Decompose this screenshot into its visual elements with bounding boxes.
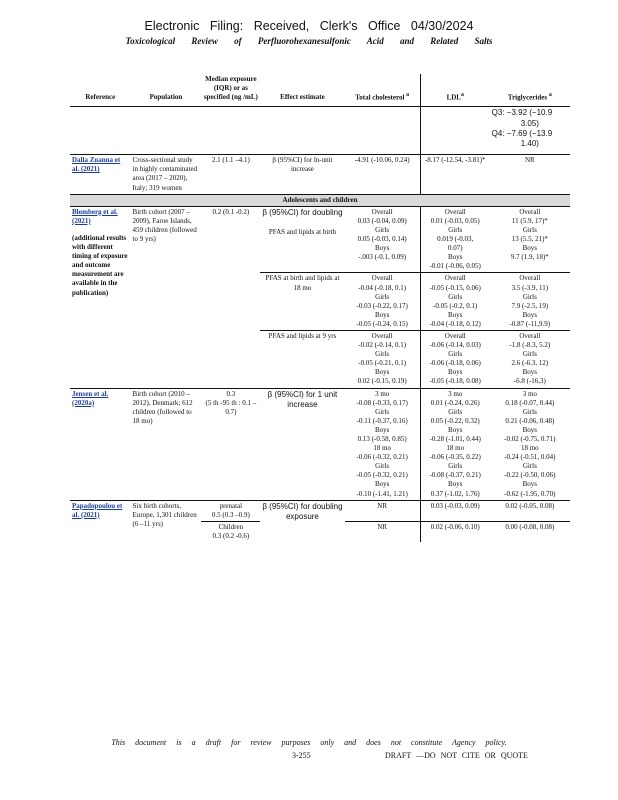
ldl-cell: 0.02 (-0.06, 0.10)	[420, 521, 489, 542]
draft-disclaimer: This document is a draft for review purposes only and does not constitute Agency policy.	[111, 738, 507, 747]
triglycerides-cell: NR	[490, 155, 570, 194]
col-reference: Reference	[70, 74, 131, 107]
timing-label: PFAS at birth and lipids at 18 mo	[260, 273, 344, 331]
carryover-quartiles: Q3: −3.92 (−10.9 3.05) Q4: −7.69 (−13.9 1.40)	[491, 108, 553, 149]
reference-link-blomberg[interactable]: Blomberg et al. (2021)	[72, 207, 118, 225]
filing-stamp: Electronic Filing: Received, Clerk's Office 04/30/2024	[144, 19, 474, 33]
effect-cell: β (95%CI) for ln-unit increase	[260, 155, 344, 194]
triglycerides-cell: 0.02 (-0.05, 0.08)	[490, 500, 570, 521]
col-ldl: LDL$^a$	[420, 74, 489, 107]
median-cell: 0.2 (0.1 -0.2)	[212, 207, 250, 216]
total-cholesterol-cell: Overall -0.04 (-0.18, 0.1) Girls -0.03 (-0.22, 0.17) Boys -0.05 (-0.24, 0.15)	[345, 273, 421, 331]
ldl-cell: 3 mo 0.01 (-0.24, 0.26) Girls 0.05 (-0.22, 0.32) Boys -0.28 (-1.01, 0.44) 18 mo -0.06 (-0.35, 0.22) Girls -0.08 (-0.37, 0.21) Boys 0.37 (-1.02, 1.76)	[420, 388, 489, 500]
section-heading: Adolescents and children	[70, 194, 570, 206]
table-row-papadopoulou-prenatal	[70, 500, 570, 521]
total-cholesterol-cell: NR	[345, 521, 421, 542]
table-row-jensen	[70, 388, 570, 500]
reference-link-papadopoulou[interactable]: Papadopoulou et al. (2021)	[72, 501, 123, 519]
median-cell: 2.1 (1.1 –4.1)	[201, 155, 260, 194]
col-median: Median exposure (IQR) or as specified (ng /mL)	[201, 74, 260, 107]
median-cell: Children 0.3 (0.2 -0.6)	[201, 521, 260, 542]
total-cholesterol-cell: NR	[345, 500, 421, 521]
reference-link-jensen[interactable]: Jensen et al. (2020a)	[72, 389, 109, 407]
population-cell: Birth cohort (2010 –2012), Denmark; 612 children (followed to 18 mo)	[131, 388, 202, 500]
reference-link-dalla-zuanna[interactable]: Dalla Zuanna et al. (2021)	[72, 156, 121, 174]
draft-notice: DRAFT —DO NOT CITE OR QUOTE	[385, 751, 528, 760]
population-cell: Six birth cohorts, Europe, 1,301 children (6 –11 yrs)	[131, 500, 202, 542]
population-cell: Birth cohort (2007 –2009), Faroe Islands, 459 children (followed to 9 yrs)	[132, 207, 197, 244]
effect-cell: β (95%CI) for doubling exposure	[260, 500, 344, 542]
triglycerides-cell: Overall 11 (5.9, 17)* Girls 13 (5.5, 21)* Boys 9.7 (1.9, 18)*	[510, 207, 549, 262]
document-subtitle: Toxicological Review of Perfluorohexanesulfonic Acid and Related Salts	[125, 36, 493, 46]
triglycerides-cell: Overall 3.5 (-3.9, 11) Girls 7.9 (-2.5, 19) Boys -0.87 (-11,9.9)	[490, 273, 570, 331]
triglycerides-cell: 3 mo 0.18 (-0.07, 0.44) Girls 0.21 (-0.06, 0.48) Boys -0.02 (-0.75, 0.71) 18 mo -0.24 (-0.51, 0.04) Girls -0.22 (-0.50, 0.06) Boys -0.62 (-1.95, 0.70)	[490, 388, 570, 500]
col-triglycerides: Triglycerides $^a$	[490, 74, 570, 107]
total-cholesterol-cell: 3 mo -0.08 (-0.33, 0.17) Girls -0.11 (-0.37, 0.16) Boys 0.13 (-0.58, 0.85) 18 mo -0.06 (-0.32, 0.21) Girls -0.05 (-0.32, 0.21) Boys -0.10 (-1.41, 1.21)	[345, 388, 421, 500]
section-heading-row	[70, 194, 570, 206]
ldl-cell: 0.03 (-0.03, 0.09)	[420, 500, 489, 521]
col-total-cholesterol: Total cholesterol $^a$	[345, 74, 421, 107]
total-cholesterol-cell: -4.91 (-10.06, 0.24)	[345, 155, 421, 194]
ldl-cell: -8.17 (-12.54, -3.81)*	[420, 155, 489, 194]
ldl-cell: Overall 0.01 (-0.03, 0.05) Girls 0.019 (-0.03, 0.07) Boys -0.01 (-0.06, 0.05)	[420, 206, 489, 273]
median-cell: 0.3 (5 th -95 th : 0.1 –0.7)	[201, 388, 260, 500]
results-table	[70, 74, 570, 542]
carryover-row	[70, 107, 570, 155]
triglycerides-cell: 0.00 (-0.08, 0.08)	[490, 521, 570, 542]
effect-cell: β (95%CI) for doubling	[262, 207, 343, 217]
col-effect: Effect estimate	[260, 74, 344, 107]
timing-label: PFAS and lipids at birth	[268, 228, 336, 237]
total-cholesterol-cell: Overall 0.03 (-0.04, 0.09) Girls 0.05 (-0.03, 0.14) Boys -.003 (-0.1, 0.09)	[357, 207, 407, 262]
triglycerides-cell: Overall -1.8 (-8.3, 5.2) Girls 2.6 (-6.3, 12) Boys -6.8 (-16,3)	[490, 330, 570, 388]
table-row-dalla-zuanna	[70, 155, 570, 194]
total-cholesterol-cell: Overall -0.02 (-0.14, 0.1) Girls -0.05 (-0.21, 0.1) Boys 0.02 (-0.15, 0.19)	[345, 330, 421, 388]
col-population: Population	[131, 74, 202, 107]
population-cell: Cross-sectional study in highly contaminated area (2017 – 2020), Italy; 319 women	[131, 155, 202, 194]
table-row-blomberg-birth	[70, 206, 570, 273]
blomberg-note: (additional results with different timing of exposure and outcome measurement are available in the publication)	[72, 233, 128, 297]
ldl-cell: Overall -0.06 (-0.14, 0.03) Girls -0.06 (-0.18, 0.06) Boys -0.05 (-0.18, 0.08)	[420, 330, 489, 388]
timing-label: PFAS and lipids at 9 yrs	[260, 330, 344, 388]
effect-cell: β (95%CI) for 1 unit increase	[260, 388, 344, 500]
page-number: 3-255	[292, 751, 311, 760]
ldl-cell: Overall -0.05 (-0.15, 0.06) Girls -0.05 (-0.2, 0.1) Boys -0.04 (-0.18, 0.12)	[420, 273, 489, 331]
median-cell: prenatal 0.5 (0.3 –0.9)	[201, 500, 260, 521]
